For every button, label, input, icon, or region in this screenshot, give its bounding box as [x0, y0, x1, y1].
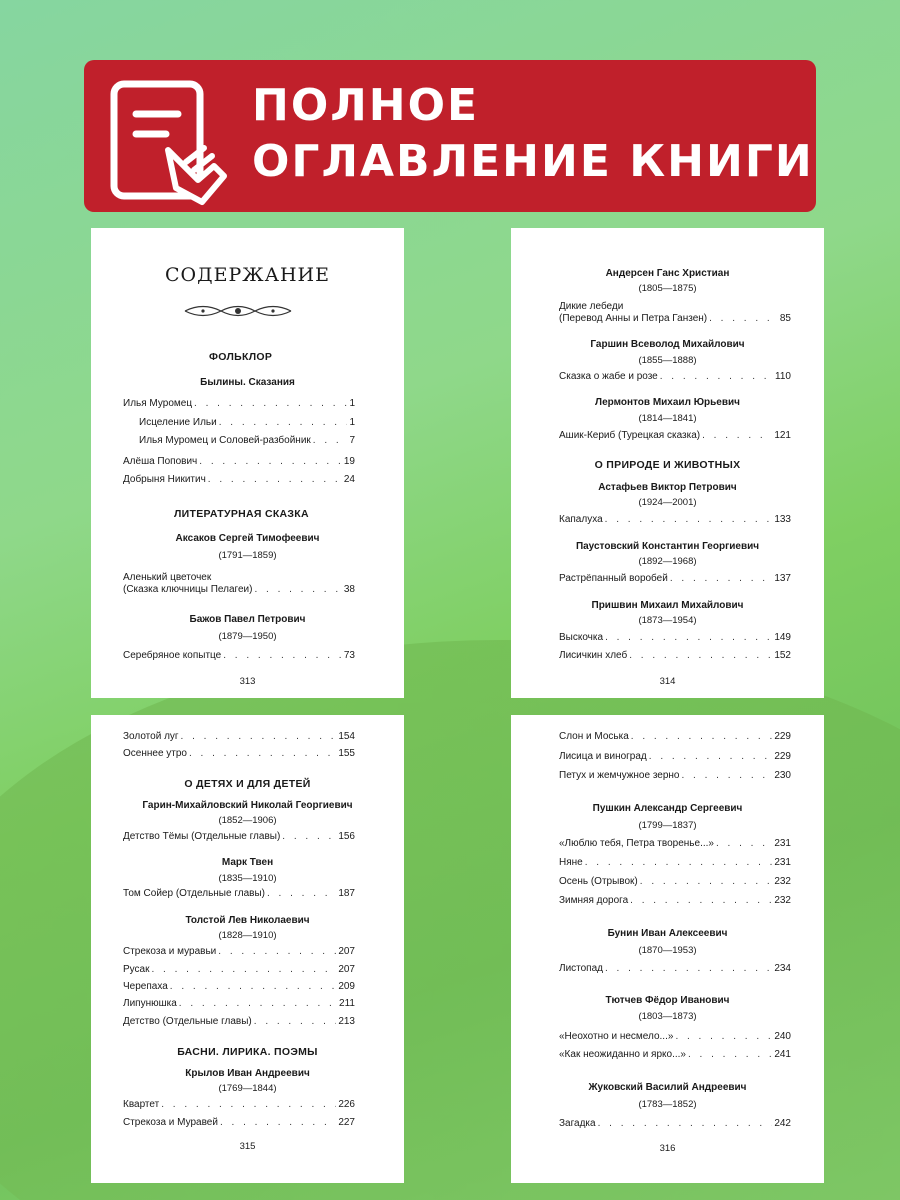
toc-entry-title: «Как неожиданно и ярко...» — [559, 1049, 686, 1060]
toc-entry-page: 19 — [343, 456, 355, 467]
toc-entry-page: 110 — [775, 371, 791, 382]
toc-entry-title: Черепаха — [123, 981, 168, 992]
dot-leader — [605, 632, 772, 643]
author-name: Тютчев Фёдор Иванович — [605, 995, 730, 1006]
author-years: (1924—2001) — [638, 497, 697, 508]
toc-entry[interactable] — [559, 371, 791, 385]
dot-leader — [675, 1031, 772, 1042]
author-name: Гарин-Михайловский Николай Георгиевич — [142, 800, 353, 811]
toc-entry-page: 38 — [343, 584, 355, 595]
header-banner — [84, 60, 816, 212]
toc-entry[interactable] — [559, 731, 791, 745]
toc-entry-title: Золотой луг — [123, 731, 179, 742]
dot-leader — [688, 1049, 772, 1060]
author-name: Пришвин Михаил Михайлович — [591, 600, 744, 611]
toc-entry[interactable] — [123, 474, 355, 488]
section-heading: ФОЛЬКЛОР — [209, 351, 273, 363]
toc-entry-title: Детство Тёмы (Отдельные главы) — [123, 831, 281, 842]
author-years: (1769—1844) — [218, 1083, 277, 1094]
toc-entry-title: Алёша Попович — [123, 456, 198, 467]
toc-entry-title: Стрекоза и муравьи — [123, 946, 217, 957]
author-name: Лермонтов Михаил Юрьевич — [595, 397, 740, 408]
toc-entry[interactable] — [123, 946, 355, 960]
toc-entry-page: 211 — [339, 998, 355, 1009]
toc-entry-title: Лисица и виноград — [559, 751, 647, 762]
toc-entry-title: Илья Муромец — [123, 398, 193, 409]
dot-leader — [152, 964, 337, 975]
toc-entry-page: 1 — [349, 398, 355, 409]
dot-leader — [670, 573, 772, 584]
toc-entry-page: 152 — [774, 650, 791, 661]
toc-entry[interactable] — [559, 857, 791, 871]
toc-entry-page: 229 — [774, 731, 791, 742]
toc-entry[interactable] — [559, 1118, 791, 1132]
toc-entry-page: 213 — [338, 1016, 355, 1027]
dot-leader — [254, 1016, 337, 1027]
section-heading: ЛИТЕРАТУРНАЯ СКАЗКА — [174, 508, 309, 520]
section-heading: БАСНИ. ЛИРИКА. ПОЭМЫ — [177, 1046, 318, 1058]
toc-entry-title: Осеннее утро — [123, 748, 187, 759]
toc-entry-title: Осень (Отрывок) — [559, 876, 638, 887]
author-name: Паустовский Константин Георгиевич — [575, 541, 760, 552]
toc-entry-title: Добрыня Никитич — [123, 474, 206, 485]
author-years: (1892—1968) — [638, 556, 697, 567]
toc-entry-page: 226 — [338, 1099, 355, 1110]
toc-entry[interactable] — [123, 998, 355, 1012]
dot-leader — [189, 748, 336, 759]
dot-leader — [194, 398, 347, 409]
toc-entry-title: Детство (Отдельные главы) — [123, 1016, 252, 1027]
toc-entry[interactable] — [139, 417, 355, 431]
dot-leader — [640, 876, 773, 887]
toc-entry-title: Петух и жемчужное зерно — [559, 770, 680, 781]
author-name: Гаршин Всеволод Михайлович — [590, 339, 745, 350]
toc-entry[interactable] — [559, 632, 791, 646]
toc-page-314 — [511, 228, 824, 698]
toc-entry[interactable] — [123, 831, 355, 845]
dot-leader — [218, 946, 336, 957]
toc-entry-title: Стрекоза и Муравей — [123, 1117, 218, 1128]
toc-entry[interactable] — [559, 876, 791, 890]
toc-entry-title: Растрёпанный воробей — [559, 573, 668, 584]
toc-entry[interactable] — [123, 1099, 355, 1113]
section-heading: О ДЕТЯХ И ДЛЯ ДЕТЕЙ — [184, 778, 311, 790]
dot-leader — [716, 838, 772, 849]
toc-entry[interactable] — [123, 456, 355, 470]
toc-entry-page: 227 — [338, 1117, 355, 1128]
dot-leader — [631, 731, 773, 742]
author-years: (1879—1950) — [218, 631, 277, 642]
dot-leader — [630, 895, 772, 906]
toc-entry-title: Липунюшка — [123, 998, 177, 1009]
toc-entry-title: Дикие лебеди — [559, 301, 624, 312]
toc-entry-page: 156 — [338, 831, 355, 842]
dot-leader — [660, 371, 773, 382]
author-name: Бажов Павел Петрович — [189, 614, 306, 625]
toc-entry-title: Серебряное копытце — [123, 650, 222, 661]
toc-entry-page: 240 — [774, 1031, 791, 1042]
toc-entry-title: (Сказка ключницы Пелагеи) — [123, 584, 253, 595]
dot-leader — [605, 514, 773, 525]
toc-entry-title: (Перевод Анны и Петра Ганзен) — [559, 313, 708, 324]
toc-entry-page: 231 — [774, 838, 791, 849]
page-number: 315 — [239, 1141, 256, 1152]
toc-entry[interactable] — [139, 435, 355, 449]
dot-leader — [702, 430, 772, 441]
toc-entry-title: Слон и Моська — [559, 731, 629, 742]
dot-leader — [682, 770, 773, 781]
toc-entry-page: 230 — [774, 770, 791, 781]
author-years: (1791—1859) — [218, 550, 277, 561]
toc-entry-page: 207 — [338, 946, 355, 957]
toc-entry-page: 187 — [338, 888, 355, 899]
dot-leader — [605, 963, 772, 974]
toc-entry[interactable] — [123, 1016, 355, 1030]
toc-entry[interactable] — [123, 731, 355, 745]
toc-entry-title: Русак — [123, 964, 150, 975]
toc-entry-page: 229 — [774, 751, 791, 762]
dot-leader — [170, 981, 337, 992]
author-years: (1803—1873) — [638, 1011, 697, 1022]
toc-entry[interactable] — [123, 964, 355, 978]
toc-entry[interactable] — [559, 751, 791, 765]
toc-entry-page: 155 — [338, 748, 355, 759]
toc-entry-title: «Люблю тебя, Петра творенье...» — [559, 838, 714, 849]
toc-entry-title: Исцеление Ильи — [139, 417, 217, 428]
subsection-heading: Былины. Сказания — [200, 377, 295, 388]
dot-leader — [709, 313, 778, 324]
toc-entry-title: Выскочка — [559, 632, 604, 643]
toc-entry-title: Квартет — [123, 1099, 160, 1110]
toc-entry-page: 241 — [774, 1049, 791, 1060]
author-name: Аксаков Сергей Тимофеевич — [175, 533, 320, 544]
author-name: Астафьев Виктор Петрович — [598, 482, 737, 493]
toc-entry-title: Илья Муромец и Соловей-разбойник — [139, 435, 311, 446]
toc-entry[interactable] — [559, 895, 791, 909]
toc-page-316 — [511, 715, 824, 1183]
toc-entry-title: Загадка — [559, 1118, 596, 1129]
toc-page-315 — [91, 715, 404, 1183]
author-name: Толстой Лев Николаевич — [185, 915, 310, 926]
toc-entry[interactable] — [559, 573, 791, 587]
dot-leader — [649, 751, 773, 762]
dot-leader — [313, 435, 348, 446]
toc-entry-title: Лисичкин хлеб — [559, 650, 628, 661]
toc-entry-title: Сказка о жабе и розе — [559, 371, 658, 382]
page-number: 313 — [239, 676, 256, 687]
toc-entry-page: 1 — [349, 417, 355, 428]
banner-title-line1: ПОЛНОЕ — [252, 80, 480, 131]
dot-leader — [629, 650, 772, 661]
banner-title — [252, 78, 814, 190]
toc-page-313 — [91, 228, 404, 698]
dot-leader — [267, 888, 336, 899]
toc-entry-page: 73 — [343, 650, 355, 661]
toc-entry[interactable] — [559, 650, 791, 664]
toc-entry[interactable] — [123, 398, 355, 412]
author-years: (1814—1841) — [638, 413, 697, 424]
author-name: Крылов Иван Андреевич — [185, 1068, 310, 1079]
toc-entry-page: 137 — [774, 573, 791, 584]
dot-leader — [223, 650, 342, 661]
author-name: Жуковский Василий Андреевич — [588, 1082, 747, 1093]
author-years: (1828—1910) — [218, 930, 277, 941]
toc-entry-title: Капалуха — [559, 514, 603, 525]
author-name: Андерсен Ганс Христиан — [605, 268, 730, 279]
toc-entry[interactable] — [123, 888, 355, 902]
toc-entry-title: «Неохотно и несмело...» — [559, 1031, 674, 1042]
dot-leader — [179, 998, 337, 1009]
toc-entry[interactable] — [559, 430, 791, 444]
toc-entry[interactable] — [559, 770, 791, 784]
page-title: СОДЕРЖАНИЕ — [165, 264, 330, 286]
toc-entry-page: 232 — [774, 876, 791, 887]
author-years: (1799—1837) — [638, 820, 697, 831]
toc-entry[interactable] — [123, 748, 355, 762]
dot-leader — [585, 857, 773, 868]
toc-entry-page: 24 — [343, 474, 355, 485]
dot-leader — [181, 731, 337, 742]
dot-leader — [161, 1099, 336, 1110]
toc-entry-title: Листопад — [559, 963, 603, 974]
toc-entry-page: 154 — [338, 731, 355, 742]
author-years: (1783—1852) — [638, 1099, 697, 1110]
author-name: Пушкин Александр Сергеевич — [592, 803, 743, 814]
toc-entry[interactable] — [559, 514, 791, 528]
toc-entry-title: Ашик-Кериб (Турецкая сказка) — [559, 430, 701, 441]
toc-entry[interactable] — [123, 981, 355, 995]
dot-leader — [254, 584, 341, 595]
toc-entry-page: 133 — [774, 514, 791, 525]
page-number: 314 — [659, 676, 676, 687]
toc-entry-page: 7 — [349, 435, 355, 446]
banner-title-line2: ОГЛАВЛЕНИЕ КНИГИ — [252, 136, 814, 187]
toc-entry-title: Аленький цветочек — [123, 572, 212, 583]
toc-entry-title: Том Сойер (Отдельные главы) — [123, 888, 265, 899]
author-years: (1805—1875) — [638, 283, 697, 294]
toc-entry[interactable] — [123, 584, 355, 598]
author-years: (1835—1910) — [218, 873, 277, 884]
toc-entry-page: 234 — [774, 963, 791, 974]
toc-entry[interactable] — [123, 650, 355, 664]
toc-entry[interactable] — [559, 838, 791, 852]
author-years: (1852—1906) — [218, 815, 277, 826]
dot-leader — [220, 1117, 336, 1128]
author-years: (1873—1954) — [638, 615, 697, 626]
toc-entry[interactable] — [123, 1117, 355, 1131]
toc-entry-page: 149 — [774, 632, 791, 643]
toc-entry-page: 85 — [779, 313, 791, 324]
page-number: 316 — [659, 1143, 676, 1154]
toc-entry[interactable] — [559, 1049, 791, 1063]
dot-leader — [282, 831, 336, 842]
dot-leader — [219, 417, 348, 428]
toc-entry-page: 121 — [774, 430, 791, 441]
author-years: (1870—1953) — [638, 945, 697, 956]
toc-entry[interactable] — [559, 963, 791, 977]
author-years: (1855—1888) — [638, 355, 697, 366]
dot-leader — [598, 1118, 773, 1129]
toc-entry-title: Няне — [559, 857, 583, 868]
toc-entry-title: Зимняя дорога — [559, 895, 629, 906]
document-hand-icon — [106, 76, 236, 206]
toc-entry-page: 209 — [338, 981, 355, 992]
dot-leader — [199, 456, 342, 467]
toc-entry-page: 207 — [338, 964, 355, 975]
author-name: Бунин Иван Алексеевич — [607, 928, 728, 939]
author-name: Марк Твен — [221, 857, 274, 868]
dot-leader — [208, 474, 342, 485]
ornament-icon — [183, 300, 293, 322]
toc-entry[interactable] — [559, 313, 791, 327]
toc-entry-page: 242 — [774, 1118, 791, 1129]
toc-entry-page: 231 — [774, 857, 791, 868]
toc-entry-page: 232 — [774, 895, 791, 906]
toc-entry[interactable] — [559, 1031, 791, 1045]
section-heading: О ПРИРОДЕ И ЖИВОТНЫХ — [594, 459, 741, 471]
